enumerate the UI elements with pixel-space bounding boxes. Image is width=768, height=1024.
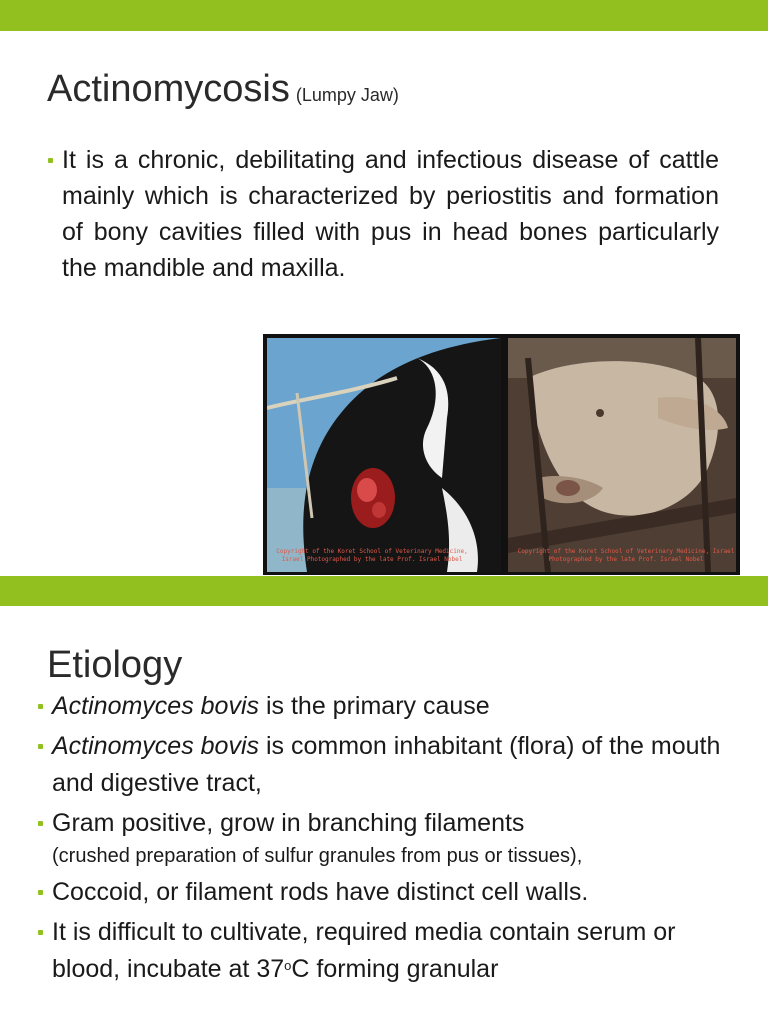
top-accent-band bbox=[0, 0, 768, 31]
photo-caption: Copyright of the Koret School of Veterinary Medicine, Israel Photographed by the late Prof. Israel Nobel bbox=[276, 548, 468, 563]
bullet-text: Coccoid, or filament rods have distinct cell walls. bbox=[52, 878, 589, 906]
cattle-photos bbox=[263, 334, 740, 575]
bullet-text-end: C forming granular bbox=[291, 955, 499, 983]
mid-accent-band bbox=[0, 576, 768, 606]
definition-bullet: It is a chronic, debilitating and infectious disease of cattle mainly which is characterized by periostitis and formation of bony cavities filled with pus in head bones particularly the mandible and maxilla. bbox=[62, 142, 719, 286]
title-text: Actinomycosis bbox=[47, 68, 290, 110]
etiology-title: Etiology bbox=[47, 644, 183, 686]
bullet-note: (crushed preparation of sulfur granules from pus or tissues), bbox=[52, 845, 583, 867]
photo-caption: Copyright of the Koret School of Veterinary Medicine, Israel Photographed by the late Prof. Israel Nobel bbox=[517, 548, 735, 563]
title-subtitle: (Lumpy Jaw) bbox=[295, 85, 399, 105]
etiology-bullet-1 bbox=[52, 688, 742, 725]
etiology-bullet-3 bbox=[52, 805, 742, 871]
degree-mark: o bbox=[284, 958, 292, 973]
definition-list bbox=[62, 142, 719, 286]
holstein-photo-illustration bbox=[267, 338, 501, 572]
bullet-text: is common inhabitant (flora) of the mouth and digestive tract, bbox=[52, 732, 721, 797]
etiology-list bbox=[52, 688, 742, 991]
organism-name: Actinomyces bovis bbox=[52, 732, 260, 760]
brown-cow-photo-illustration bbox=[508, 338, 736, 572]
bullet-text: It is difficult to cultivate, required media contain serum or blood, incubate at 37 bbox=[52, 918, 676, 983]
bullet-text: is the primary cause bbox=[259, 692, 490, 720]
slide-title bbox=[47, 66, 399, 118]
photo-brown-cow-head bbox=[508, 338, 736, 572]
etiology-bullet-2 bbox=[52, 728, 742, 802]
etiology-bullet-4 bbox=[52, 874, 742, 911]
photo-holstein-jaw-lesion bbox=[267, 338, 501, 572]
organism-name: Actinomyces bovis bbox=[52, 692, 260, 720]
bullet-text: Gram positive, grow in branching filaments bbox=[52, 809, 525, 837]
etiology-bullet-5 bbox=[52, 914, 742, 988]
